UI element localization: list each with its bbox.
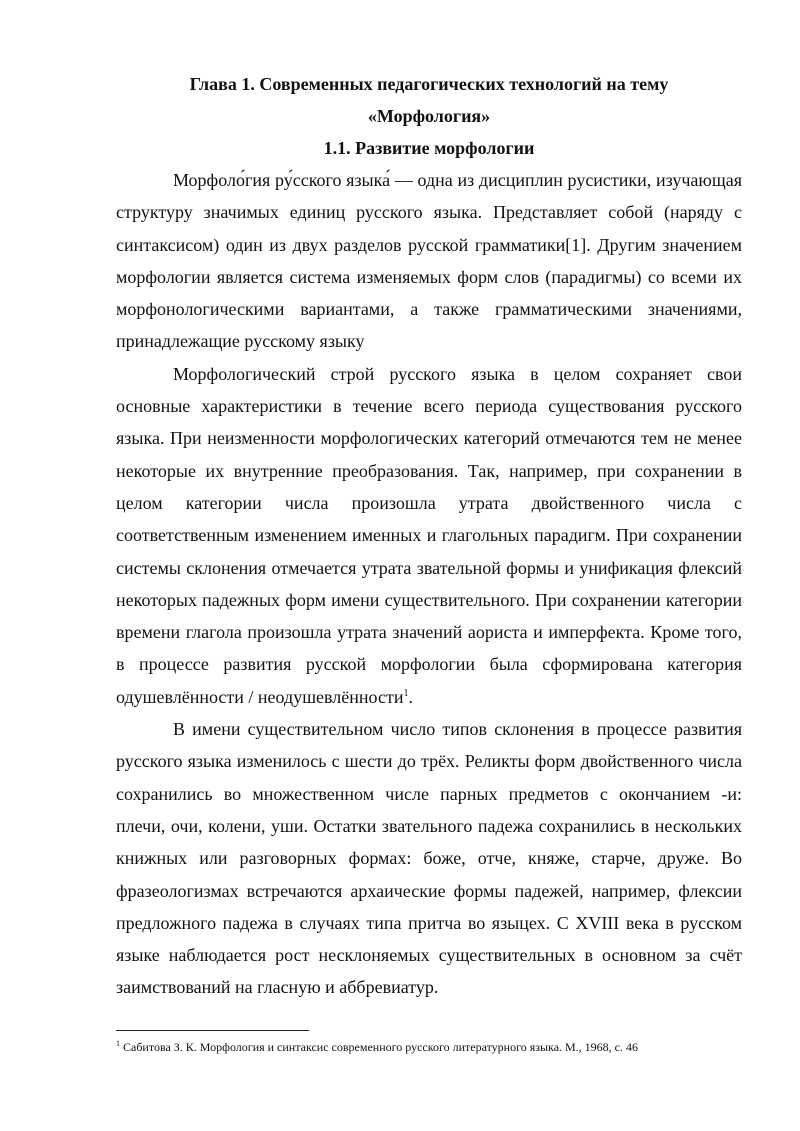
document-body xyxy=(116,68,742,1004)
chapter-title-line-2: «Морфология» xyxy=(367,106,491,126)
paragraph-1: Морфоло́гия ру́сского языка́ — одна из дисциплин русистики, изучающая структуру значимых единиц русского языка. Представляет собой (наряду с синтаксисом) один из двух разделов русской грамматики[1]. Другим значением морфологии является система изменяемых форм слов (парадигмы) со всеми их морфонологическими вариантами, а также грамматическими значениями, принадлежащие русскому языку xyxy=(116,170,742,352)
footnote-text: Сабитова З. К. Морфология и синтаксис современного русского литературного языка. М., 1968, с. 46 xyxy=(123,1040,639,1054)
paragraph-3: В имени существительном число типов склонения в процессе развития русского языка изменилось с шести до трёх. Реликты форм двойственного числа сохранились во множественном числе парных предметов с окончанием -и: плечи, очи, колени, уши. Остатки звательного падежа сохранились в нескольких книжных или разговорных формах: боже, отче, княже, старче, друже. Во фразеологизмах встречаются архаические формы падежей, например, флексии предложного падежа в случаях типа притча во языцех. С XVIII века в русском языке наблюдается рост несклоняемых существительных в основном за счёт заимствований на гласную и аббревиатур. xyxy=(116,719,742,998)
section-title: 1.1. Развитие морфологии xyxy=(323,138,535,158)
paragraph-2 xyxy=(116,358,742,713)
paragraph-2-end: . xyxy=(408,686,413,707)
footnote-number: 1 xyxy=(116,1039,120,1048)
paragraph-2-text: Морфологический строй русского языка в целом сохраняет свои основные характеристики в течение всего периода существования русского языка. При неизменности морфологических категорий отмечаются тем не менее некоторые их внутренние преобразования. Так, например, при сохранении в целом категории числа произошла утрата двойственного числа с соответственным изменением именных и глагольных парадигм. При сохранении системы склонения отмечается утрата звательной формы и унификация флексий некоторых падежных форм имени существительного. При сохранении категории времени глагола произошла утрата значений аориста и имперфекта. Кроме того, в процессе развития русской морфологии была сформирована категория одушевлённости / неодушевлённости xyxy=(116,363,742,707)
footnote xyxy=(116,1039,756,1055)
footnote-separator xyxy=(116,1030,309,1031)
footnote-reference: 1 xyxy=(403,687,409,699)
chapter-title-line-1: Глава 1. Современных педагогических технологий на тему xyxy=(189,74,669,94)
chapter-title xyxy=(116,68,742,132)
